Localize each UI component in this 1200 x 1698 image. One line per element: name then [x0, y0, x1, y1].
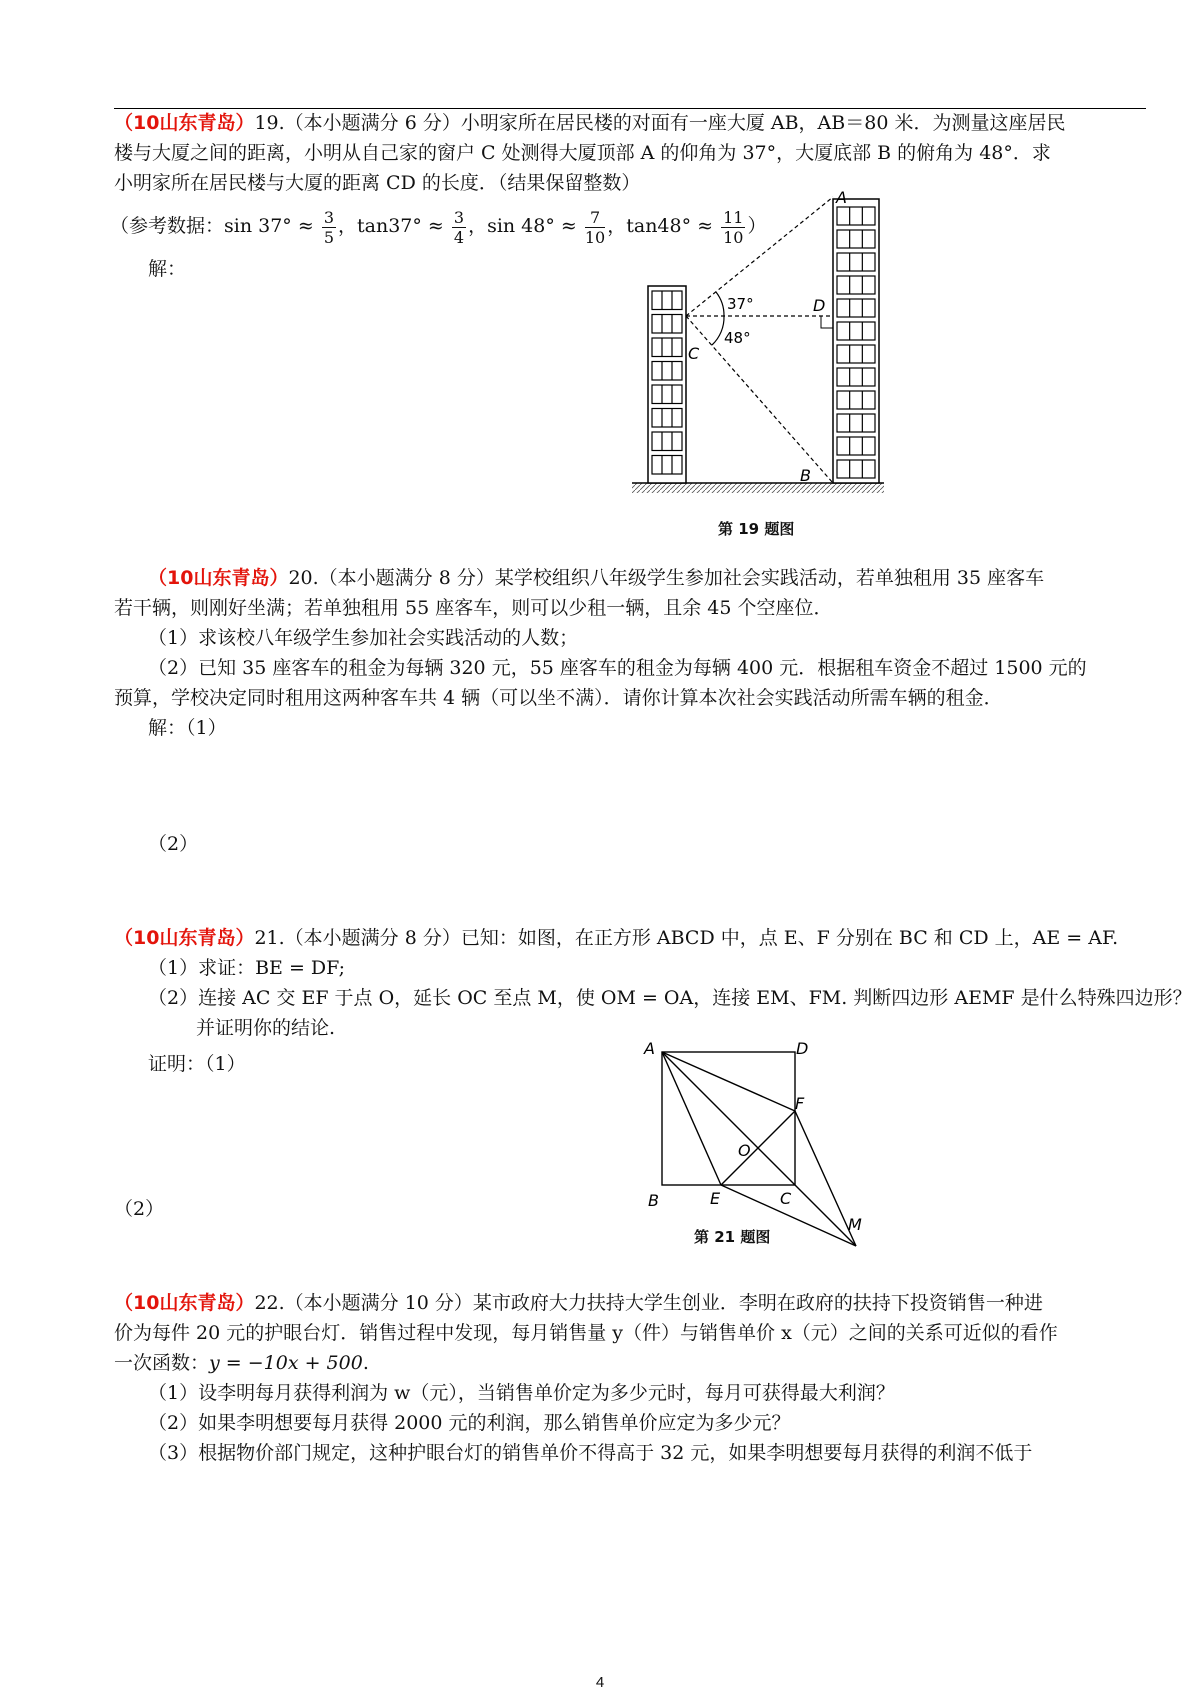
label-M: M [848, 1215, 862, 1234]
label-C: C [688, 344, 700, 363]
q22-source-tag: （10山东青岛） [114, 1292, 255, 1314]
sight-line-cb [686, 316, 833, 483]
label-angle-37: 37° [727, 295, 754, 313]
segment-ae [662, 1052, 721, 1185]
sight-line-ca [686, 197, 833, 316]
q22-part1: （1）设李明每月获得利润为 w（元），当销售单价定为多少元时，每月可获得最大利润？ [148, 1382, 895, 1404]
figure-19-caption: 第 19 题图 [718, 520, 795, 538]
figure-21-caption: 第 21 题图 [694, 1228, 771, 1246]
label-C: C [780, 1189, 792, 1208]
q20-part2b: 预算，学校决定同时租用这两种客车共 4 辆（可以坐不满）．请你计算本次社会实践活动所需车辆的租金． [114, 687, 1003, 709]
q22-part3: （3）根据物价部门规定，这种护眼台灯的销售单价不得高于 32 元，如果李明想要每月获得的利润不低于 [148, 1442, 1033, 1464]
q21-part2b: 并证明你的结论. [196, 1017, 336, 1039]
q21-line1: （10山东青岛）21.（本小题满分 8 分）已知：如图，在正方形 ABCD 中，点 E、F 分别在 BC 和 CD 上，AE = AF. [114, 927, 1119, 949]
angle-arc-48 [712, 316, 724, 345]
label-angle-48: 48° [724, 329, 751, 347]
figure-21-square [630, 1030, 880, 1255]
q20-part2a: （2）已知 35 座客车的租金为每辆 320 元，55 座客车的租金为每辆 400 元．根据租车资金不超过 1500 元的 [148, 657, 1087, 679]
q20-line1: （10山东青岛）20.（本小题满分 8 分）某学校组织八年级学生参加社会实践活动，若单独租用 35 座客车 [148, 567, 1045, 589]
residential-building [648, 286, 686, 483]
q21-proof-1: 证明：（1） [148, 1053, 246, 1075]
q22-formula: y = −10x + 500 [209, 1352, 363, 1374]
q21-part2a: （2）连接 AC 交 EF 于点 O，延长 OC 至点 M，使 OM = OA，连接 EM、FM. 判断四边形 AEMF 是什么特殊四边形？ [148, 987, 1192, 1009]
label-A: A [644, 1039, 655, 1058]
q20-solve-2: （2） [148, 833, 199, 855]
tower-building [833, 199, 879, 483]
q19-source-tag: （10山东青岛） [114, 112, 255, 134]
q22-line2: 价为每件 20 元的护眼台灯．销售过程中发现，每月销售量 y（件）与销售单价 x（元）之间的关系可近似的看作 [114, 1322, 1058, 1344]
label-E: E [710, 1189, 721, 1208]
angle-arc-37 [716, 292, 724, 316]
q19-line3: 小明家所在居民楼与大厦的距离 CD 的长度．（结果保留整数） [114, 172, 641, 194]
q22-part2: （2）如果李明想要每月获得 2000 元的利润，那么销售单价应定为多少元？ [148, 1412, 791, 1434]
figure-19-buildings [630, 185, 890, 505]
q20-source-tag: （10山东青岛） [148, 567, 289, 589]
label-A: A [836, 188, 847, 207]
segment-fm [795, 1111, 856, 1246]
label-B: B [800, 466, 811, 485]
q19-reference-data: （参考数据：sin 37° ≈ $\frac{3}{5}$ ，tan37° ≈ $\frac{3}{4}$ ，sin 48° ≈ $\frac{7}{10}$ ，tan48° ≈ $\frac{11}{10}$ ） [110, 207, 767, 247]
q21-source-tag: （10山东青岛） [114, 927, 255, 949]
q21-part1: （1）求证：BE = DF; [148, 957, 346, 979]
label-D: D [813, 296, 826, 315]
fraction-7-10: $\frac{7}{10}$ [584, 207, 606, 247]
q19-line2: 楼与大厦之间的距离，小明从自己家的窗户 C 处测得大厦顶部 A 的仰角为 37°，大厦底部 B 的俯角为 48°．求 [114, 142, 1051, 164]
fraction-3-5: $\frac{3}{5}$ [323, 207, 334, 247]
segment-af [662, 1052, 795, 1111]
segment-am [662, 1052, 856, 1246]
label-F: F [795, 1094, 805, 1113]
label-B: B [648, 1191, 659, 1210]
fraction-3-4: $\frac{3}{4}$ [453, 207, 465, 247]
q20-part1: （1）求该校八年级学生参加社会实践活动的人数； [148, 627, 579, 649]
building-outline [833, 199, 879, 483]
page-number: 4 [595, 1674, 605, 1691]
q21-proof-2: （2） [114, 1198, 165, 1220]
q19-solve-label: 解： [148, 258, 187, 280]
label-D: D [796, 1039, 809, 1058]
q22-line1: （10山东青岛）22.（本小题满分 10 分）某市政府大力扶持大学生创业．李明在政府的扶持下投资销售一种进 [114, 1292, 1043, 1314]
right-angle-mark [821, 316, 833, 328]
q22-line3: 一次函数：y = −10x + 500. [114, 1352, 369, 1374]
q20-solve-1: 解：（1） [148, 717, 227, 739]
label-O: O [738, 1141, 751, 1160]
fraction-11-10: $\frac{11}{10}$ [723, 207, 744, 247]
q19-line1: （10山东青岛）19.（本小题满分 6 分）小明家所在居民楼的对面有一座大厦 AB，AB＝80 米．为测量这座居民 [114, 112, 1066, 134]
q20-line2: 若干辆，则刚好坐满；若单独租用 55 座客车，则可以少租一辆，且余 45 个空座位． [114, 597, 833, 619]
ground [632, 483, 884, 493]
